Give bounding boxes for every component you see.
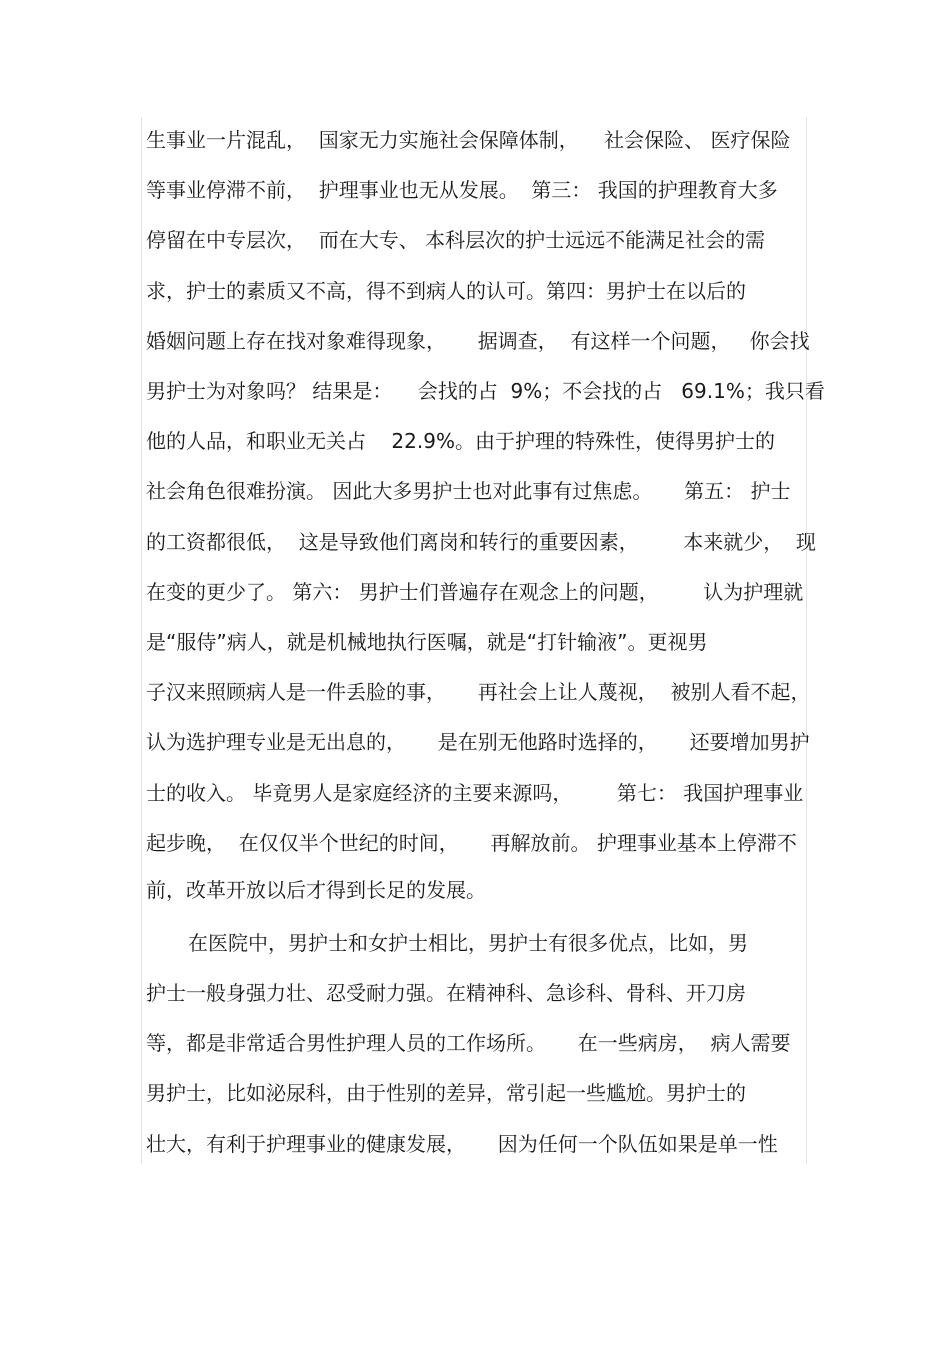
text-line: 他的人品，和职业无关占 22.9%。由于护理的特殊性，使得男护士的 (146, 429, 775, 453)
text-line: 的工资都很低， 这是导致他们离岗和转行的重要因素， 本来就少， 现 (146, 530, 816, 554)
text-line: 男护士，比如泌尿科，由于性别的差异，常引起一些尴尬。男护士的 (146, 1081, 746, 1105)
text-line: 男护士为对象吗？ 结果是： 会找的占 9%；不会找的占 69.1%；我只看 (146, 379, 825, 403)
text-line: 求，护士的素质又不高，得不到病人的认可。第四：男护士在以后的 (146, 279, 746, 303)
text-line: 停留在中专层次， 而在大专、 本科层次的护士远远不能满足社会的需 (146, 228, 766, 252)
text-line: 等，都是非常适合男性护理人员的工作场所。 在一些病房， 病人需要 (146, 1031, 791, 1055)
text-line: 在变的更少了。 第六： 男护士们普遍存在观念上的问题， 认为护理就 (146, 580, 804, 604)
text-line: 生事业一片混乱， 国家无力实施社会保障体制， 社会保险、 医疗保险 (146, 128, 791, 152)
text-line: 婚姻问题上存在找对象难得现象， 据调查， 有这样一个问题， 你会找 (146, 329, 810, 353)
text-line: 前，改革开放以后才得到长足的发展。 (146, 878, 486, 902)
text-line: 士的收入。 毕竟男人是家庭经济的主要来源吗， 第七： 我国护理事业 (146, 781, 804, 805)
text-line: 护士一般身强力壮、忍受耐力强。在精神科、急诊科、骨科、开刀房 (146, 981, 746, 1005)
text-line: 社会角色很难扮演。 因此大多男护士也对此事有过焦虑。 第五： 护士 (146, 479, 791, 503)
text-line: 起步晚， 在仅仅半个世纪的时间， 再解放前。 护理事业基本上停滞不 (146, 831, 797, 855)
text-line: 认为选护理专业是无出息的， 是在别无他路时选择的， 还要增加男护 (146, 730, 810, 754)
text-line: 子汉来照顾病人是一件丢脸的事， 再社会上让人蔑视， 被别人看不起， (146, 680, 811, 704)
text-line: 等事业停滞不前， 护理事业也无从发展。 第三： 我国的护理教育大多 (146, 178, 778, 202)
text-line: 壮大，有利于护理事业的健康发展， 因为任何一个队伍如果是单一性 (146, 1132, 778, 1156)
text-line: 是“服侍”病人，就是机械地执行医嘱，就是“打针输液”。更视男 (146, 630, 708, 654)
paragraph-first-line: 在医院中，男护士和女护士相比，男护士有很多优点，比如，男 (188, 931, 748, 955)
